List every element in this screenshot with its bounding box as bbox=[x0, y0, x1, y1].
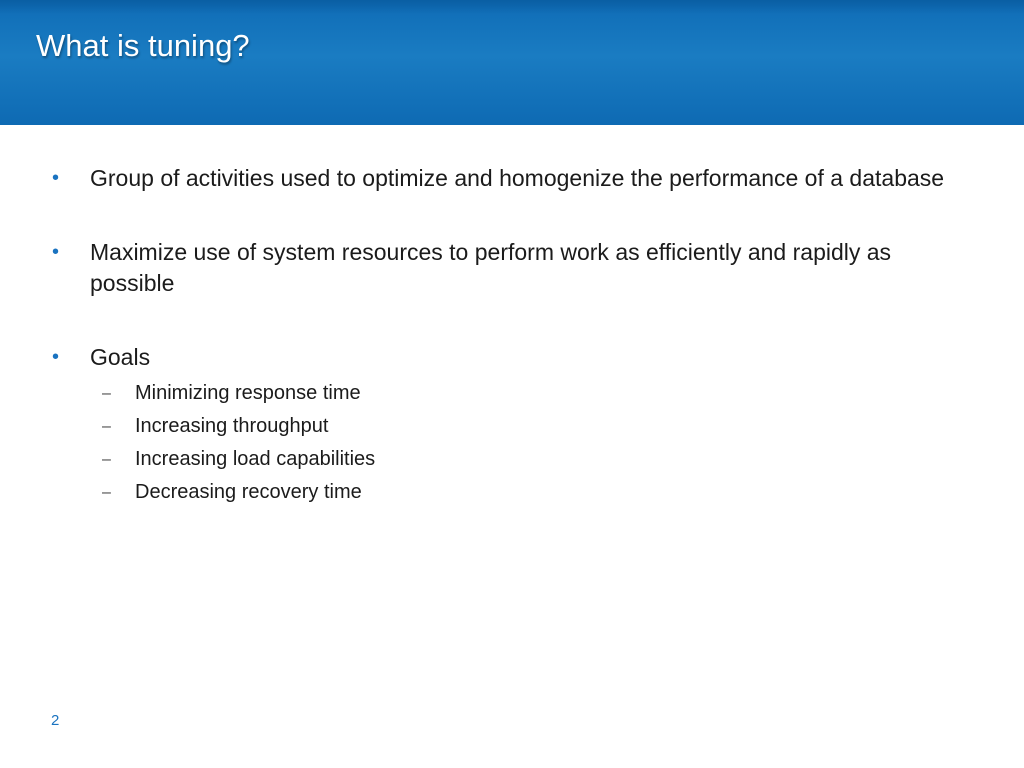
bullet-item bbox=[0, 163, 1024, 194]
slide-content bbox=[0, 163, 1024, 509]
goal-text: Increasing load capabilities bbox=[135, 448, 376, 470]
bullet-text: Goals bbox=[90, 344, 151, 370]
page-number: 2 bbox=[51, 712, 60, 729]
bullet-dot-icon: • bbox=[52, 241, 60, 263]
dash-icon: – bbox=[102, 451, 111, 468]
bullet-item bbox=[0, 237, 1024, 299]
goal-text: Increasing throughput bbox=[135, 415, 329, 437]
goal-item bbox=[0, 410, 1024, 443]
bullet-text: Group of activities used to optimize and homogenize the performance of a database bbox=[90, 165, 945, 191]
bullet-text: Maximize use of system resources to perform work as efficiently and rapidly as possible bbox=[90, 239, 892, 296]
bullet-dot-icon: • bbox=[52, 346, 60, 368]
bullet-dot-icon: • bbox=[52, 167, 60, 189]
goal-item bbox=[0, 377, 1024, 410]
title-bar bbox=[0, 0, 1024, 125]
goal-text: Minimizing response time bbox=[135, 382, 361, 404]
bullet-item-goals bbox=[0, 342, 1024, 373]
goal-item bbox=[0, 443, 1024, 476]
goal-item bbox=[0, 476, 1024, 509]
dash-icon: – bbox=[102, 418, 111, 435]
dash-icon: – bbox=[102, 385, 111, 402]
goal-text: Decreasing recovery time bbox=[135, 481, 362, 503]
goals-list bbox=[0, 377, 1024, 509]
dash-icon: – bbox=[102, 484, 111, 501]
slide-title: What is tuning? bbox=[36, 28, 250, 63]
